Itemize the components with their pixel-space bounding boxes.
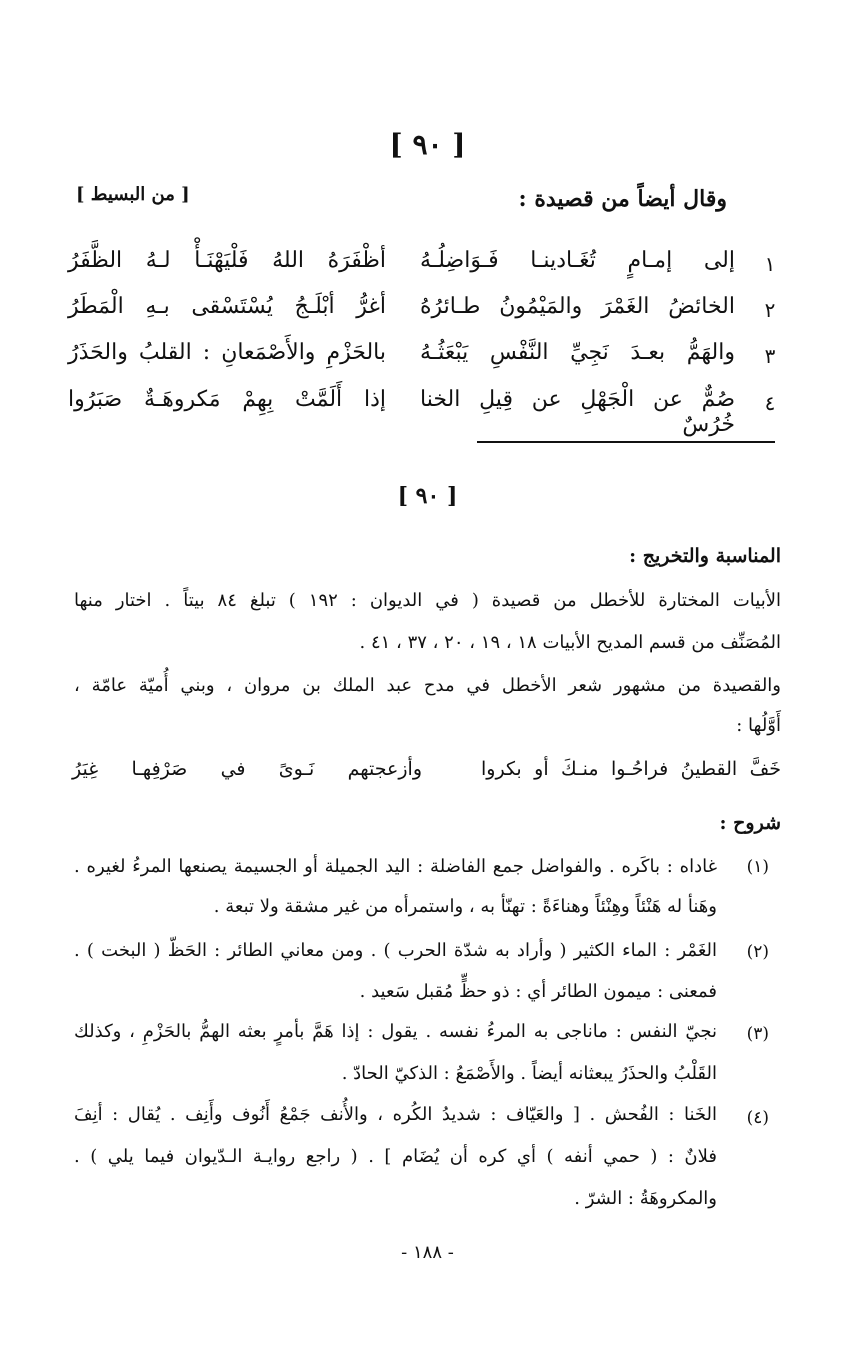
cited-verse xyxy=(72,758,781,788)
occasion-line: المُصَنِّف من قسم المديح الأبيات ١٨ ، ١٩ ، ٢٠ ، ٣٧ ، ٤١ . xyxy=(359,632,781,653)
note-line: وهَنأ له هَنْئاً وهِنْئاً وهناءَةً : تهنّأ به ، واستمرأه من غير مشقة ولا تبعة . xyxy=(213,896,717,917)
cited-second-hemistich: وأزعجتهم نَـوىً في صَرْفِهـا غِيَرُ xyxy=(72,758,422,780)
note-line: الغَمْر : الماء الكثير ( وأراد به شدّة الحرب ) . ومن معاني الطائر : الحَظّ ( البخت ) . xyxy=(74,940,717,961)
note-number: (٤) xyxy=(746,1108,769,1128)
occasion-title: المناسبة والتخريج : xyxy=(629,545,781,567)
occasion-line: أَوَّلُها : xyxy=(736,715,781,736)
verse-row xyxy=(60,340,785,386)
page-number: - ١٨٨ - xyxy=(401,1242,454,1263)
commentary-number: [ ٩٠ ] xyxy=(397,483,458,509)
occasion-line: والقصيدة من مشهور شعر الأخطل في مدح عبد الملك بن مروان ، وبني أُميّة عامّة ، xyxy=(74,675,781,696)
note-number: (١) xyxy=(746,857,769,877)
verse-number: ١ xyxy=(764,252,776,276)
note-number: (٢) xyxy=(746,942,769,962)
notes-title: شروح : xyxy=(719,812,781,834)
poem-intro: وقال أيضاً من قصيدة : xyxy=(518,186,727,212)
note-line: القَلْبُ والحذَرُ يبعثانه أيضاً . والأَصْمَعُ : الذكيّ الحادّ . xyxy=(341,1063,717,1084)
note-number: (٣) xyxy=(746,1024,769,1044)
verse-number: ٤ xyxy=(764,391,776,415)
verse-second-hemistich: أظْفَرَهُ اللهُ فَلْيَهْنَـأْ لـهُ الظَّفَرُ xyxy=(68,248,386,273)
section-divider xyxy=(477,441,775,443)
verse-second-hemistich: أغرُّ أبْلَـجُ يُسْتَسْقى بـهِ الْمَطَرُ xyxy=(68,294,386,319)
verse-second-hemistich: بالحَزْمِ والأَصْمَعانِ : القلبُ والحَذَرُ xyxy=(68,340,386,365)
verse-first-hemistich: الخائضُ الغَمْرَ والمَيْمُونُ طـائرُهُ xyxy=(420,294,735,319)
note-line: نجيّ النفس : ماناجى به المرءُ نفسه . يقول : إذا هَمَّ بأمرٍ بعثه الهمُّ بالحَزْمِ ، وكذلك xyxy=(74,1021,717,1042)
poem-number: [ ٩٠ ] xyxy=(389,128,466,161)
note-line: فمعنى : ميمون الطائر أي : ذو حظٍّ مُقبل سَعيد . xyxy=(359,981,717,1002)
verse-number: ٢ xyxy=(764,298,776,322)
occasion-line: الأبيات المختارة للأخطل من قصيدة ( في الديوان : ١٩٢ ) تبلغ ٨٤ بيتاً . اختار منها xyxy=(74,590,781,611)
verse-row xyxy=(60,387,785,437)
verse-first-hemistich: صُمٌّ عن الْجَهْلِ عن قِيلِ الخنا خُرُسٌ xyxy=(420,387,735,437)
note-line: الخَنا : الفُحش . [ والعَيّاف : شديدُ الكُره ، والأُنف جَمْعُ أَنُوف وأَنِف . يُقال : أنِفَ xyxy=(74,1104,717,1125)
cited-first-hemistich: خَفَّ القطينُ فراحُـوا منـكَ أو بكروا xyxy=(481,758,781,780)
verse-number: ٣ xyxy=(764,344,776,368)
verse-second-hemistich: إذا أَلَمَّتْ بِهِمْ مَكروهَـةٌ صَبَرُوا xyxy=(68,387,386,412)
note-line: والمكروهَةُ : الشرّ . xyxy=(574,1188,717,1209)
meter-label: [ من البسيط ] xyxy=(76,184,190,205)
note-line: غاداه : باكَره . والفواضل جمع الفاضلة : اليد الجميلة أو الجسيمة يصنعها المرءُ لغيره . xyxy=(74,856,717,877)
verse-row xyxy=(60,294,785,340)
verse-first-hemistich: والهَمُّ بعـدَ نَجِيِّ النَّفْسِ يَبْعَثُـهُ xyxy=(420,340,735,365)
verse-first-hemistich: إلى إمـامٍ تُغَـادينـا فَـوَاضِلُـهُ xyxy=(420,248,735,273)
note-line: فلانٌ : ( حمي أنفه ) أي كره أن يُضَام ] . ( راجع روايـة الـدّيوان فيما يلي ) . xyxy=(74,1146,717,1167)
verse-row xyxy=(60,248,785,294)
